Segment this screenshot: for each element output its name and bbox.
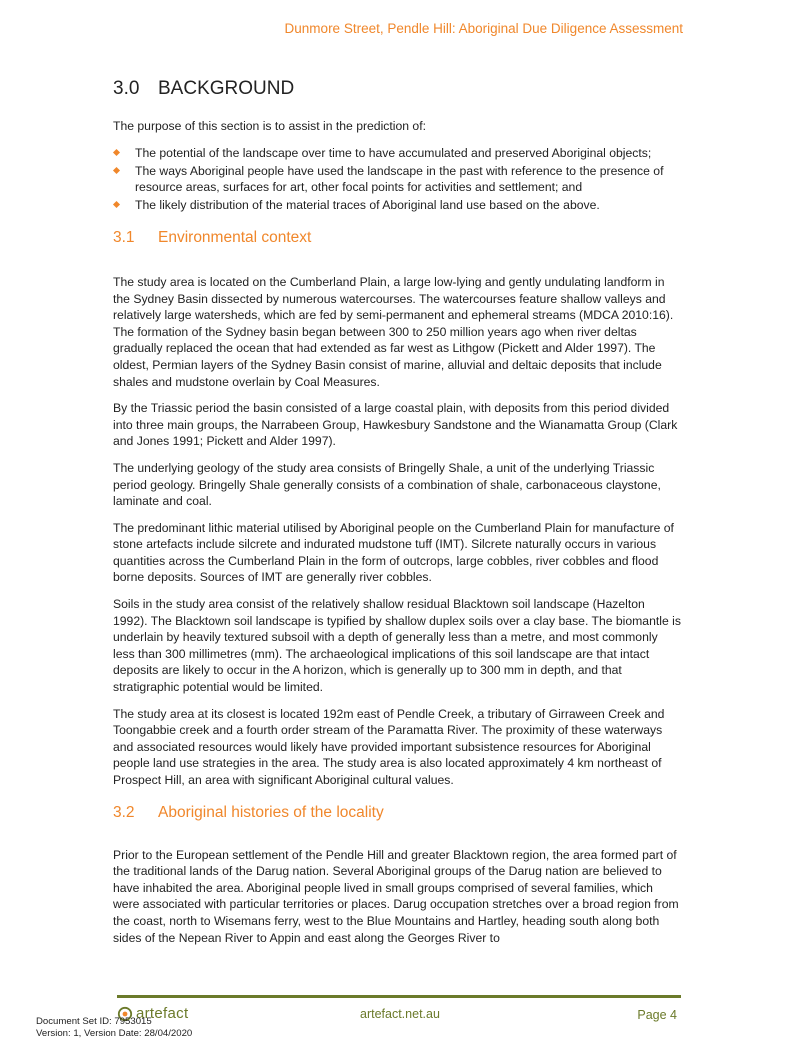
page-number: Page 4: [637, 1008, 677, 1022]
subsection-title: Environmental context: [158, 228, 312, 246]
paragraph: By the Triassic period the basin consisted of a large coastal plain, with deposits from this period divided into three main groups, the Narrabeen Group, Hawkesbury Sandstone and the Wianamatta Group (Clark and Jones 1991; Pickett and Alder 1997).: [113, 401, 678, 449]
section-heading: [113, 78, 681, 100]
section-title: BACKGROUND: [158, 78, 295, 99]
document-version: Version: 1, Version Date: 28/04/2020: [36, 1028, 193, 1039]
section-number: 3.0: [113, 78, 140, 99]
paragraph: Prior to the European settlement of the Pendle Hill and greater Blacktown region, the area formed part of the traditional lands of the Darug nation. Several Aboriginal groups of the Darug nation are believed to have inhabited the area. Aboriginal people lived in small groups comprised of several families, which were associated with particular territories or places. Darug occupation stretches over a broad region from the coast, north to Wisemans ferry, west to the Blue Mountains and Hartley, heading south along both sides of the Nepean River to Appin and east along the Georges River to: [113, 847, 679, 945]
bullet-list: [113, 145, 681, 214]
bullet-icon: [113, 167, 120, 174]
footer-website: artefact.net.au: [360, 1007, 440, 1021]
document-set-id: Document Set ID: 7953015: [36, 1016, 152, 1027]
bullet-item: The ways Aboriginal people have used the landscape in the past with reference to the presence of resource areas, surfaces for art, other focal points for activities and settlement; and: [113, 163, 681, 196]
footer-divider: [117, 995, 681, 998]
paragraph: The predominant lithic material utilised by Aboriginal people on the Cumberland Plain for manufacture of stone artefacts include silcrete and indurated mudstone tuff (IMT). Silcrete naturally occurs in various quantities across the Cumberland Plain in the form of outcrops, large cobbles, river cobbles and flood borne deposits. Sources of IMT are generally river cobbles.: [113, 520, 674, 585]
bullet-item: The likely distribution of the material traces of Aboriginal land use based on the above.: [113, 197, 681, 214]
paragraph: The study area at its closest is located 192m east of Pendle Creek, a tributary of Girraween Creek and Toongabbie creek and a fourth order stream of the Paramatta River. The proximity of these waterways and associated resources would likely have provided important subsistence resources for Aboriginal people land use strategies in the area. The study area is also located approximately 4 km northeast of Prospect Hill, an area with significant Aboriginal cultural values.: [113, 706, 665, 787]
subsection-title: Aboriginal histories of the locality: [158, 803, 384, 821]
subsection-heading-aboriginal-histories: [113, 804, 681, 822]
document-metadata: [36, 1016, 192, 1040]
paragraph: The underlying geology of the study area consists of Bringelly Shale, a unit of the underlying Triassic period geology. Bringelly Shale generally consists of a combination of shale, carbonaceous claystone, laminate and coal.: [113, 460, 661, 509]
bullet-icon: [113, 201, 120, 208]
logo-text: artefact: [136, 1005, 189, 1022]
running-header-title: Dunmore Street, Pendle Hill: Aboriginal Due Diligence Assessment: [284, 21, 683, 36]
bullet-icon: [113, 149, 120, 156]
paragraph: Soils in the study area consist of the relatively shallow residual Blacktown soil landscape (Hazelton 1992). The Blacktown soil landscape is typified by shallow duplex soils over a clay base. The biomantle is underlain by heavily textured subsoil with a depth of generally less than a metre, and most commonly less than 300 millimetres (mm). The archaeological implications of this soil landscape are that intact deposits are likely to occur in the A horizon, which is generally up to 300 mm in depth, and that stratigraphic potential would be limited.: [113, 597, 681, 695]
subsection-number: 3.2: [113, 803, 135, 821]
bullet-item: The potential of the landscape over time to have accumulated and preserved Aboriginal objects;: [113, 145, 681, 162]
subsection-heading-environmental-context: [113, 229, 681, 247]
page-content: [113, 78, 681, 956]
section-intro: The purpose of this section is to assist in the prediction of:: [113, 119, 426, 133]
paragraph: The study area is located on the Cumberland Plain, a large low-lying and gently undulating landform in the Sydney Basin dissected by numerous watercourses. The watercourses feature shallow valleys and relatively large watersheds, which are fed by semi-permanent and ephemeral streams (MDCA 2010:16). The formation of the Sydney basin began between 300 to 250 million years ago when river deltas gradually replaced the ocean that had extended as far west as Lithgow (Pickett and Alder 1997). The oldest, Permian layers of the Sydney Basin consist of marine, alluvial and deltaic deposits that include shales and mudstone overlain by Coal Measures.: [113, 274, 674, 389]
subsection-number: 3.1: [113, 228, 135, 246]
